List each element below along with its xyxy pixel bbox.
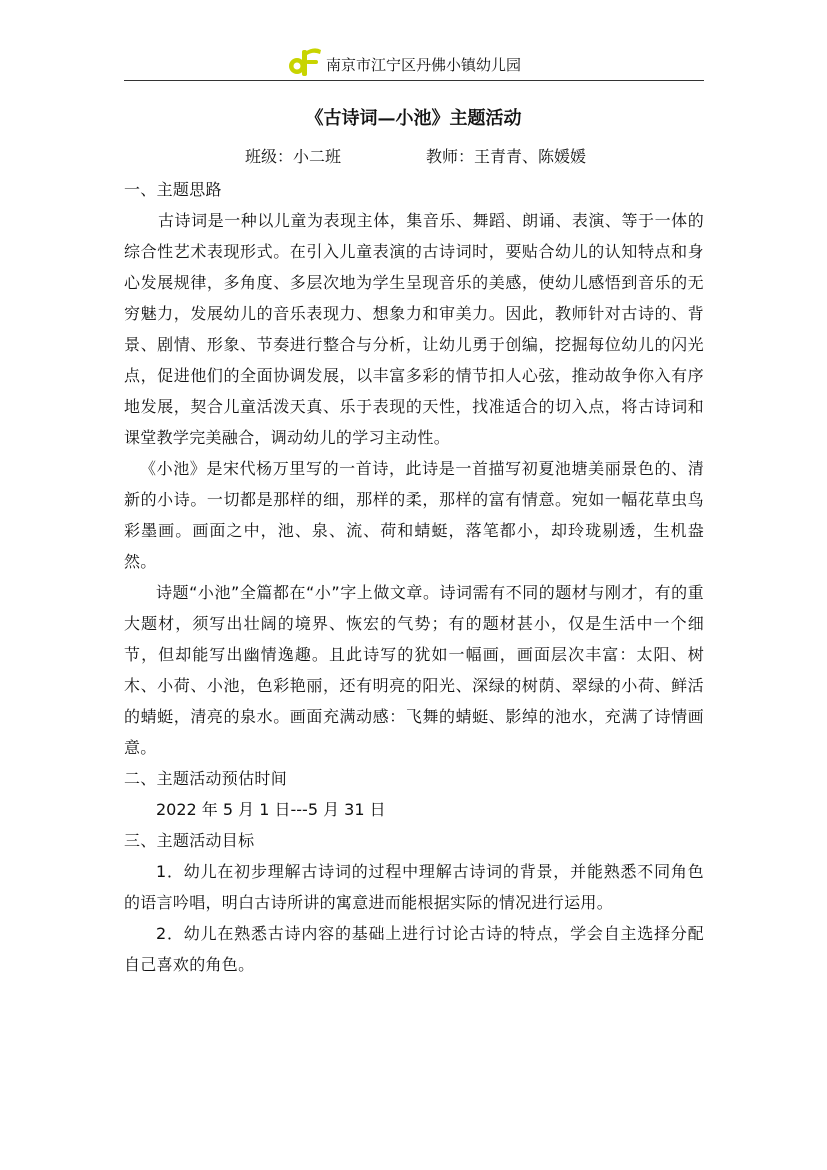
document-title: 《古诗词—小池》主题活动 <box>305 108 522 129</box>
paragraph: 古诗词是一种以儿童为表现主体，集音乐、舞蹈、朗诵、表演、等于一体的综合性艺术表现形式。在引入儿童表演的古诗词时，要贴合幼儿的认知特点和身心发展规律，多角度、多层次地为学生呈现音乐的美感，使幼儿感悟到音乐的无穷魅力，发展幼儿的音乐表现力、想象力和审美力。因此，教师针对古诗的、背景、剧情、形象、节奏进行整合与分析，让幼儿勇于创编，挖掘每位幼儿的闪光点，促进他们的全面协调发展，以丰富多彩的情节扣人心弦，推动故争你入有序地发展，契合儿童活泼天真、乐于表现的天性，找准适合的切入点，将古诗词和课堂教学完美融合，调动幼儿的学习主动性。 <box>124 211 704 447</box>
school-name: 南京市江宁区丹佛小镇幼儿园 <box>326 56 522 74</box>
page-header <box>124 44 704 82</box>
header-rule <box>124 80 704 81</box>
goal-item: 1．幼儿在初步理解古诗词的过程中理解古诗词的背景，并能熟悉不同角色的语言吟唱，明白古诗所讲的寓意进而能根据实际的情况进行运用。 <box>124 862 704 912</box>
school-logo-icon <box>288 46 322 78</box>
class-label: 班级：小二班 <box>245 147 342 166</box>
document-body <box>124 174 704 980</box>
section-heading-2: 二、主题活动预估时间 <box>124 769 288 788</box>
teacher-label: 教师：王青青、陈媛媛 <box>426 147 587 166</box>
section-heading-1: 一、主题思路 <box>124 180 222 199</box>
activity-date-range: 2022 年 5 月 1 日---5 月 31 日 <box>156 800 386 819</box>
paragraph: 《小池》是宋代杨万里写的一首诗，此诗是一首描写初夏池塘美丽景色的、清新的小诗。一切都是那样的细，那样的柔，那样的富有情意。宛如一幅花草虫鸟彩墨画。画面之中，池、泉、流、荷和蜻蜓，落笔都小，却玲珑剔透，生机盎然。 <box>124 459 704 571</box>
section-heading-3: 三、主题活动目标 <box>124 831 255 850</box>
paragraph: 诗题“小池”全篇都在“小”字上做文章。诗词需有不同的题材与刚才，有的重大题材，须写出壮阔的境界、恢宏的气势；有的题材甚小，仅是生活中一个细节，但却能写出幽情逸趣。且此诗写的犹如一幅画，画面层次丰富：太阳、树木、小荷、小池，色彩艳丽，还有明亮的阳光、深绿的树荫、翠绿的小荷、鲜活的蜻蜓，清亮的泉水。画面充满动感：飞舞的蜻蜓、影绰的池水，充满了诗情画意。 <box>124 583 704 757</box>
goal-item: 2．幼儿在熟悉古诗内容的基础上进行讨论古诗的特点，学会自主选择分配自己喜欢的角色。 <box>124 924 704 974</box>
